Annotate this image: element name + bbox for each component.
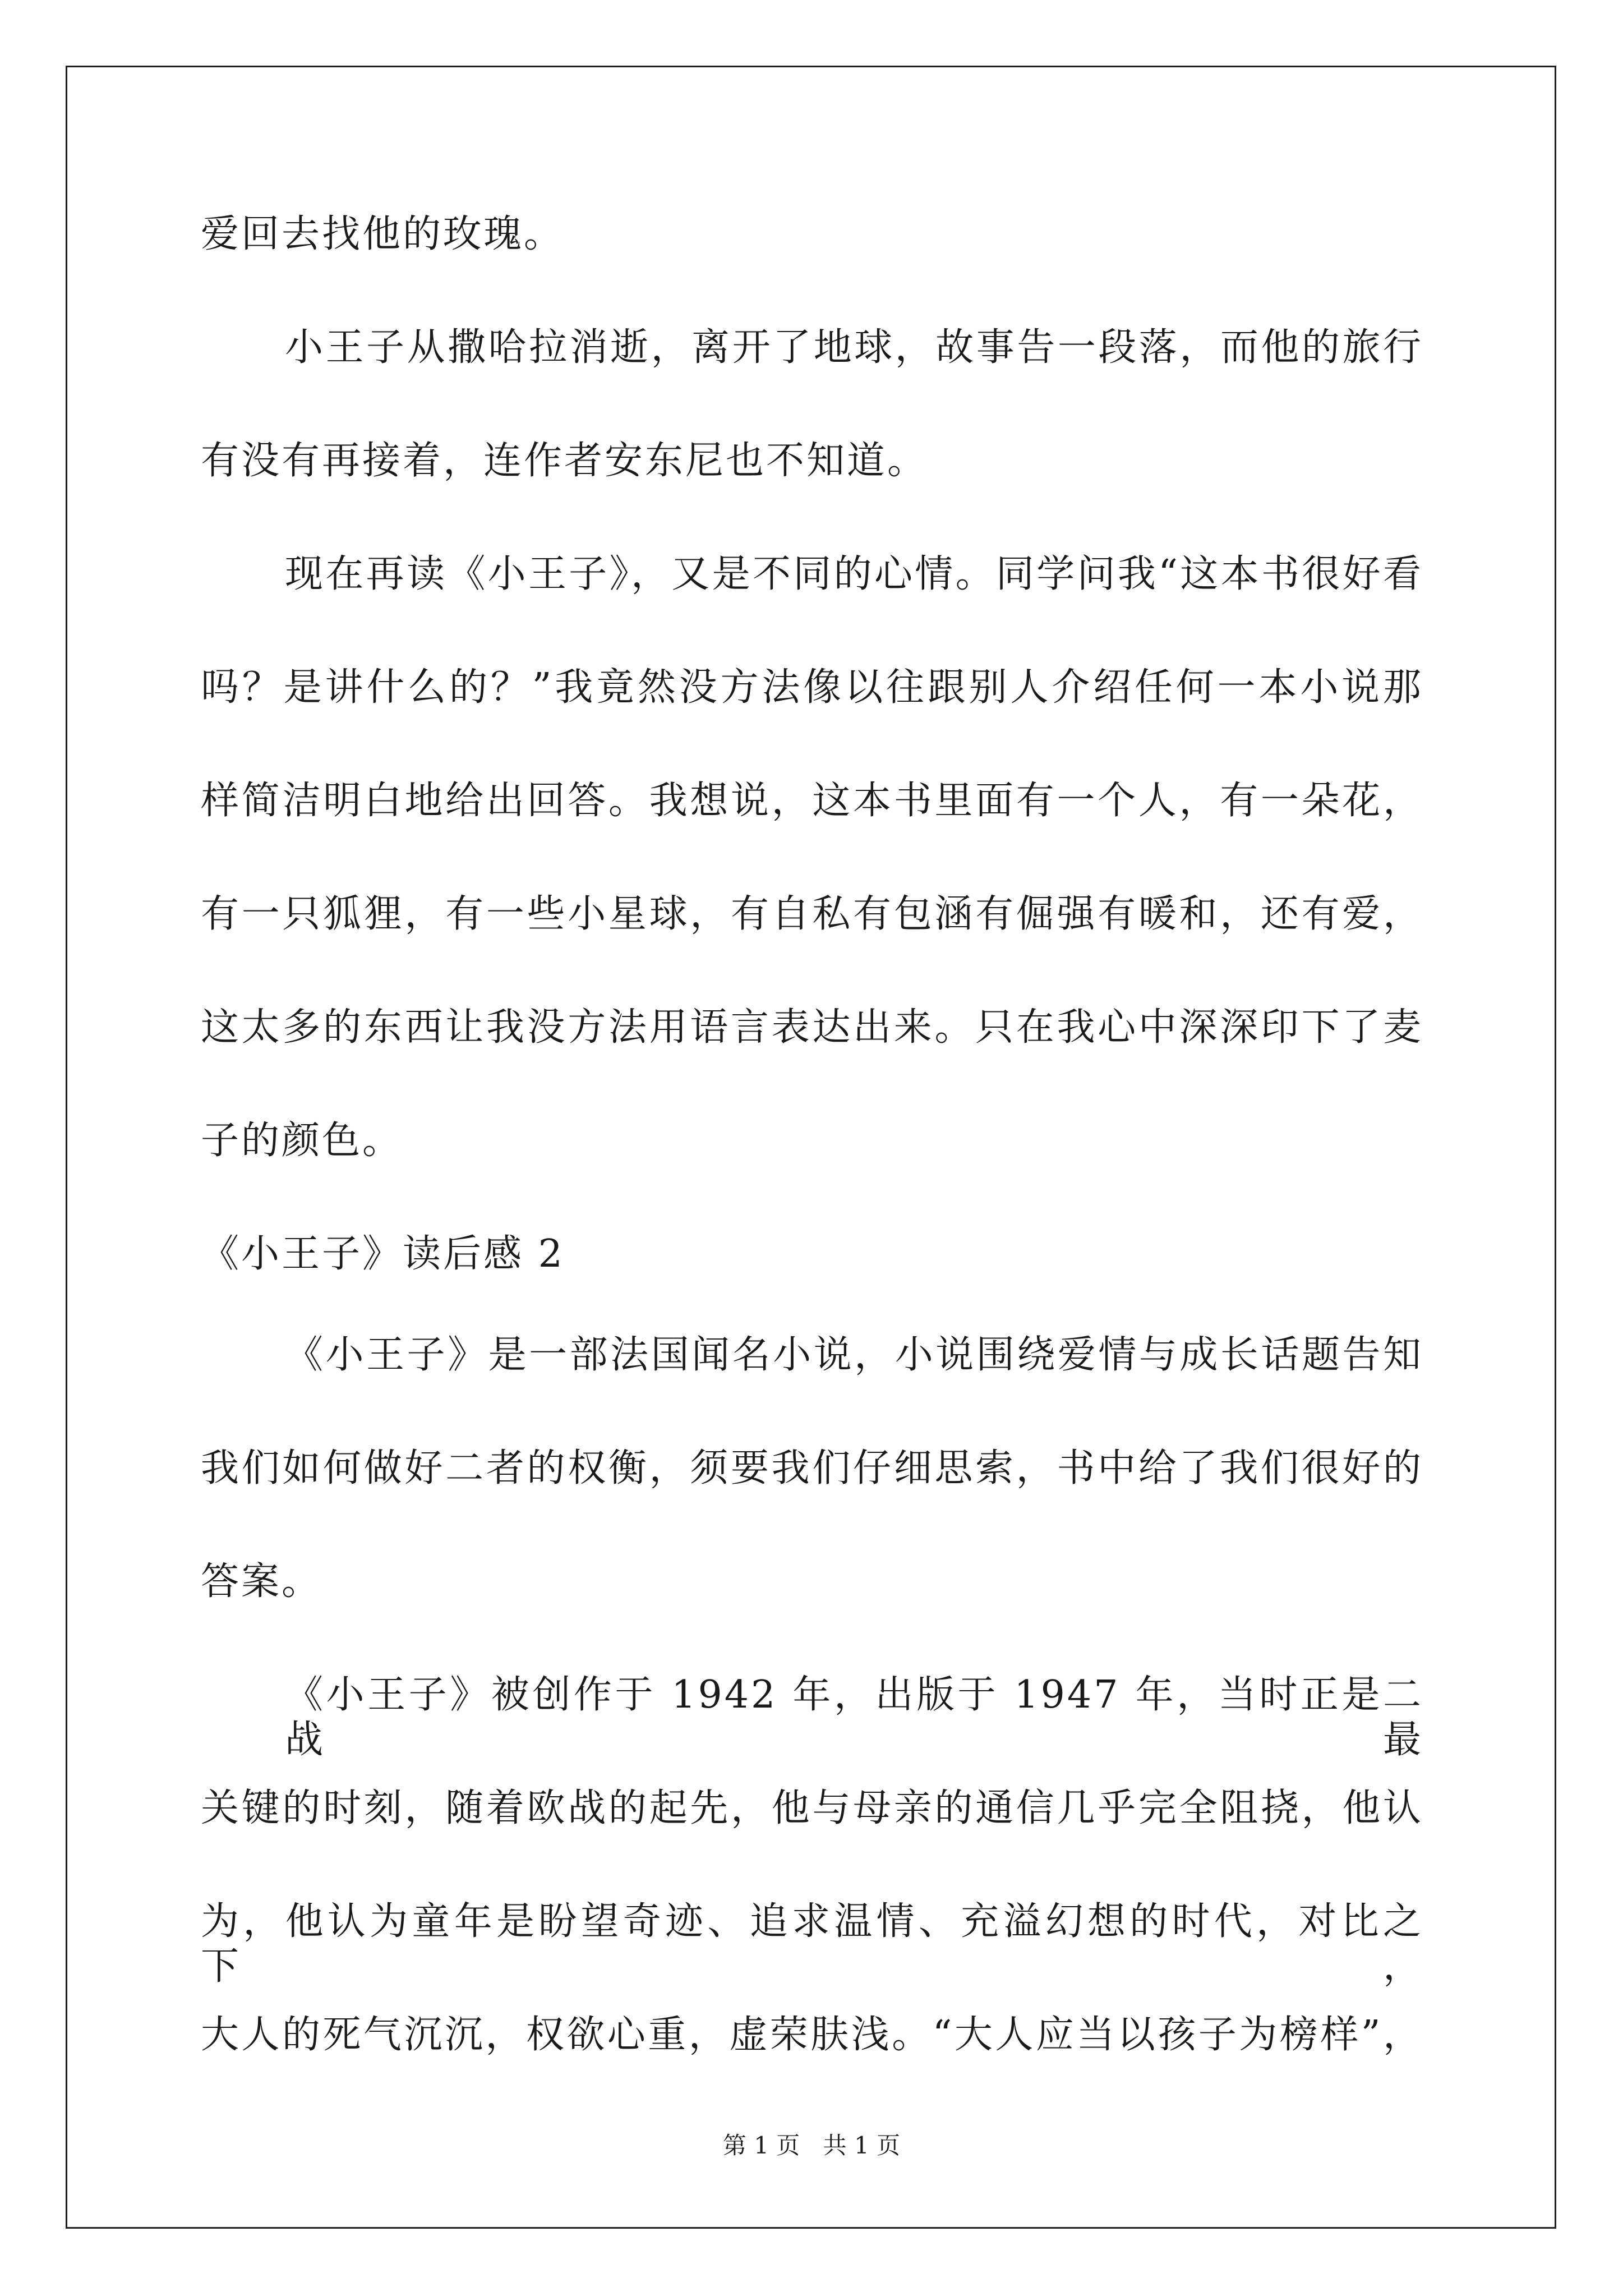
page-footer [0,2132,1623,2160]
page-total: 共 1 页 [823,2132,901,2159]
paragraph-line: 《小王子》被创作于 1942 年，出版于 1947 年，当时正是二战最 [285,1673,1423,1762]
paragraph-line: 现在再读《小王子》，又是不同的心情。同学问我“这本书很好看 [285,552,1423,596]
paragraph-line: 答案。 [201,1559,322,1604]
paragraph-line: 爱回去找他的玫瑰。 [201,212,565,256]
paragraph-line: 我们如何做好二者的权衡，须要我们仔细思索，书中给了我们很好的 [201,1446,1423,1490]
paragraph-line: 子的颜色。 [201,1119,403,1163]
paragraph-line: 这太多的东西让我没方法用语言表达出来。只在我心中深深印下了麦 [201,1005,1423,1050]
paragraph-line: 为，他认为童年是盼望奇迹、追求温情、充溢幻想的时代，对比之下， [201,1899,1423,1989]
page-number: 第 1 页 [722,2132,800,2159]
paragraph-line: 大人的死气沉沉，权欲心重，虚荣肤浅。“大人应当以孩子为榜样”， [201,2013,1423,2057]
paragraph-line: 小王子从撒哈拉消逝，离开了地球，故事告一段落，而他的旅行 [285,325,1423,370]
document-body [201,212,1423,2126]
paragraph-line: 有一只狐狸，有一些小星球，有自私有包涵有倔强有暖和，还有爱， [201,892,1423,936]
paragraph-line: 《小王子》是一部法国闻名小说，小说围绕爱情与成长话题告知 [285,1333,1423,1377]
section-heading: 《小王子》读后感 2 [201,1232,565,1276]
paragraph-line: 样简洁明白地给出回答。我想说，这本书里面有一个人，有一朵花， [201,779,1423,823]
paragraph-line: 关键的时刻，随着欧战的起先，他与母亲的通信几乎完全阻挠，他认 [201,1786,1423,1830]
paragraph-line: 吗？是讲什么的？”我竟然没方法像以往跟别人介绍任何一本小说那 [201,665,1423,710]
paragraph-line: 有没有再接着，连作者安东尼也不知道。 [201,439,928,483]
